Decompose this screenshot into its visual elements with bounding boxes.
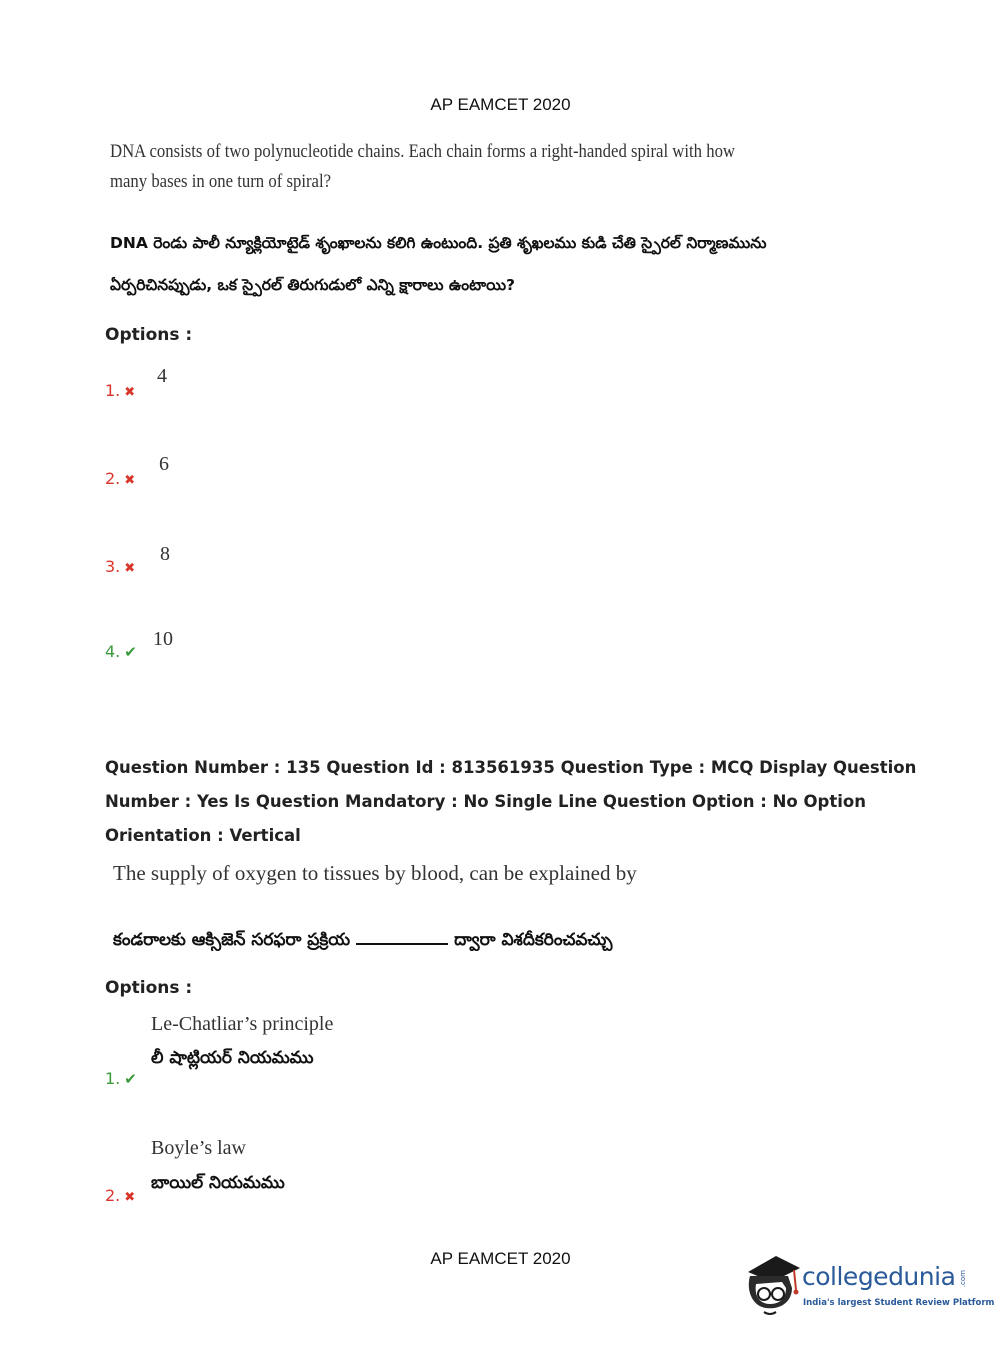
cross-icon: ✖ — [124, 385, 136, 400]
option-number: 3. — [105, 557, 121, 576]
question-2-text-en: The supply of oxygen to tissues by blood, can be explained by — [113, 861, 637, 885]
question-1-text-te — [110, 222, 767, 306]
question-2-meta — [105, 751, 917, 853]
option-value: 6 — [159, 453, 169, 475]
option-1-2[interactable] — [105, 469, 135, 488]
meta-line-1: Question Number : 135 Question Id : 813561935 Question Type : MCQ Display Question — [105, 758, 917, 777]
option-2-2-text-en: Boyle’s law — [151, 1137, 246, 1159]
cross-icon: ✖ — [124, 473, 136, 488]
question-1-te-line-1: DNA రెండు పాలీ న్యూక్లియోటైడ్ శృంఖాలను కలిగి ఉంటుంది. ప్రతి శృఖలము కుడి చేతి స్పైరల్ నిర్మాణమును — [110, 234, 767, 252]
meta-line-2: Number : Yes Is Question Mandatory : No Single Line Question Option : No Option — [105, 792, 866, 811]
option-value: 10 — [153, 628, 173, 650]
option-number: 2. — [105, 469, 121, 488]
check-icon: ✔ — [124, 1070, 137, 1088]
question-2-text-te — [113, 925, 612, 954]
cross-icon: ✖ — [124, 561, 136, 576]
option-2-1[interactable] — [105, 1069, 137, 1088]
question-1-line-1: DNA consists of two polynucleotide chains. Each chain forms a right-handed spiral with how — [110, 141, 736, 162]
check-icon: ✔ — [124, 643, 137, 661]
option-1-3[interactable] — [105, 557, 135, 576]
question-1-line-2: many bases in one turn of spiral? — [110, 171, 332, 192]
page-footer: AP EAMCET 2020 — [430, 1249, 571, 1268]
option-2-2-text-te: బాయిల్ నియమము — [151, 1173, 285, 1193]
cross-icon: ✖ — [124, 1190, 136, 1205]
option-number: 1. — [105, 1069, 121, 1088]
option-number: 1. — [105, 381, 121, 400]
option-2-1-text-en: Le-Chatliar’s principle — [151, 1013, 334, 1035]
logo-tagline: India's largest Student Review Platform — [803, 1298, 995, 1308]
meta-line-3: Orientation : Vertical — [105, 826, 301, 845]
question-1-te-line-2: ఏర్పరిచినప్పుడు, ఒక స్పైరల్ తిరుగుడులో ఎన్ని క్షారాలు ఉంటాయి? — [110, 276, 516, 294]
options-label-1: Options : — [105, 325, 193, 345]
option-2-1-text-te: లీ షాట్లియర్ నియమము — [151, 1048, 314, 1068]
mascot-icon — [742, 1250, 802, 1316]
option-1-1[interactable] — [105, 381, 135, 400]
option-value: 4 — [157, 365, 167, 387]
option-value: 8 — [160, 543, 170, 565]
logo-name: collegedunia — [802, 1262, 956, 1291]
question-2-te-part-1: కండరాలకు ఆక్సిజెన్ సరఫరా ప్రక్రియ — [113, 930, 351, 950]
question-2-te-part-2: ద్వారా విశదీకరించవచ్చు — [454, 930, 613, 950]
question-1-text-en — [110, 137, 735, 197]
option-1-4[interactable] — [105, 642, 137, 661]
option-2-2[interactable] — [105, 1186, 135, 1205]
answer-blank — [356, 925, 448, 945]
option-number: 4. — [105, 642, 121, 661]
option-number: 2. — [105, 1186, 121, 1205]
options-label-2: Options : — [105, 978, 193, 998]
page-header: AP EAMCET 2020 — [430, 95, 571, 114]
collegedunia-logo — [742, 1248, 995, 1318]
logo-suffix: .com — [959, 1270, 967, 1288]
